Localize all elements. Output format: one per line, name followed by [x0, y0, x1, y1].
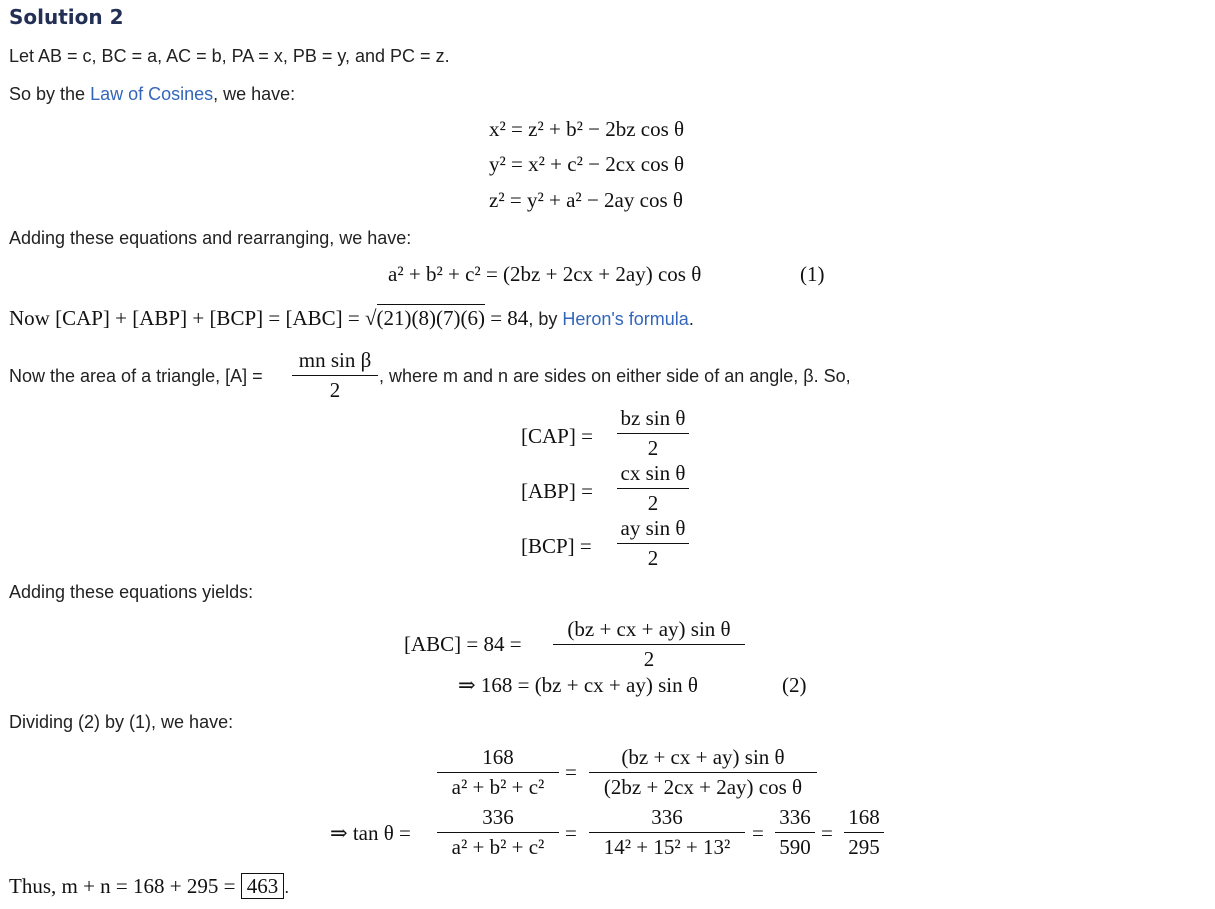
paragraph-yields: Adding these equations yields: — [9, 582, 254, 602]
fraction-denominator: a² + b² + c² — [451, 775, 545, 799]
fraction-denominator: 295 — [848, 835, 880, 859]
equation-2: ⇒ 168 = (bz + cx + ay) sin θ — [458, 673, 698, 697]
equation-1: a² + b² + c² = (2bz + 2cx + 2ay) cos θ — [388, 262, 702, 286]
equation-2-tag: (2) — [782, 673, 807, 697]
fraction-numerator: (bz + cx + ay) sin θ — [553, 617, 745, 645]
tan-fraction-3 — [775, 805, 815, 860]
fraction-denominator: a² + b² + c² — [451, 835, 545, 859]
fraction-numerator: 168 — [437, 745, 559, 773]
equals-sign: = — [821, 821, 833, 845]
text-before: So by the — [9, 84, 91, 104]
paragraph-herons — [9, 306, 694, 331]
fraction-denominator: 2 — [647, 436, 659, 460]
equation-2a-lhs: [ABC] = 84 = — [404, 632, 522, 656]
tan-fraction-2 — [589, 805, 745, 860]
fraction-numerator: ay sin θ — [617, 516, 689, 544]
equals-sign: = — [752, 821, 764, 845]
herons-formula-link[interactable]: Heron's formula — [562, 309, 689, 329]
paragraph-definitions: Let AB = c, BC = a, AC = b, PA = x, PB = y, and PC = z. — [9, 46, 450, 66]
final-expression: Thus, m + n = 168 + 295 = — [9, 874, 241, 898]
area-sum-expression: Now [CAP] + [ABP] + [BCP] = [ABC] = — [9, 306, 365, 330]
fraction-denominator: 2 — [647, 546, 659, 570]
equation-1-tag: (1) — [800, 262, 825, 286]
text-by: , by — [528, 309, 563, 329]
tan-fraction-4 — [844, 805, 884, 860]
fraction-denominator: 2 — [329, 378, 341, 402]
cosine-equation-3: z² = y² + a² − 2ay cos θ — [489, 188, 683, 212]
fraction-denominator: 14² + 15² + 13² — [603, 835, 731, 859]
fraction-numerator: 336 — [589, 805, 745, 833]
law-of-cosines-link[interactable]: Law of Cosines — [90, 84, 214, 104]
fraction-numerator: (bz + cx + ay) sin θ — [589, 745, 817, 773]
area-formula-fraction — [292, 348, 378, 403]
paragraph-dividing: Dividing (2) by (1), we have: — [9, 712, 234, 732]
area-abp-lhs: [ABP] = — [521, 479, 593, 503]
division-fraction-2 — [589, 745, 817, 800]
period: . — [688, 309, 694, 329]
equals-sign: = — [565, 821, 577, 845]
text-after: , we have: — [213, 84, 296, 104]
herons-result: = 84 — [484, 306, 529, 330]
sqrt-radicand: (21)(8)(7)(6) — [376, 306, 485, 330]
cosine-equation-1: x² = z² + b² − 2bz cos θ — [489, 117, 685, 141]
paragraph-final-answer — [9, 874, 289, 899]
tan-lhs: ⇒ tan θ = — [330, 821, 411, 845]
fraction-numerator: 336 — [775, 805, 815, 833]
paragraph-law-of-cosines — [9, 84, 295, 105]
area-abp-fraction — [617, 461, 689, 516]
answer-box: 463 — [241, 873, 285, 899]
fraction-numerator: cx sin θ — [617, 461, 689, 489]
heading: Solution 2 — [9, 5, 124, 29]
period: . — [284, 877, 290, 897]
fraction-denominator: 590 — [779, 835, 811, 859]
area-bcp-fraction — [617, 516, 689, 571]
fraction-numerator: 336 — [437, 805, 559, 833]
paragraph-area-intro-before: Now the area of a triangle, [A] = — [9, 366, 263, 386]
fraction-numerator: mn sin β — [292, 348, 378, 376]
fraction-numerator: bz sin θ — [617, 406, 689, 434]
paragraph-adding: Adding these equations and rearranging, we have: — [9, 228, 412, 248]
area-bcp-lhs: [BCP] = — [521, 534, 592, 558]
fraction-numerator: 168 — [844, 805, 884, 833]
division-fraction-1 — [437, 745, 559, 800]
fraction-denominator: (2bz + 2cx + 2ay) cos θ — [603, 775, 803, 799]
sqrt: √(21)(8)(7)(6) — [364, 306, 485, 330]
equals-sign: = — [565, 760, 577, 784]
area-cap-lhs: [CAP] = — [521, 424, 593, 448]
cosine-equation-2: y² = x² + c² − 2cx cos θ — [489, 152, 685, 176]
tan-fraction-1 — [437, 805, 559, 860]
equation-2a-fraction — [553, 617, 745, 672]
fraction-denominator: 2 — [647, 491, 659, 515]
paragraph-area-intro-after: , where m and n are sides on either side of an angle, β. So, — [379, 366, 851, 386]
fraction-denominator: 2 — [643, 647, 655, 671]
area-cap-fraction — [617, 406, 689, 461]
